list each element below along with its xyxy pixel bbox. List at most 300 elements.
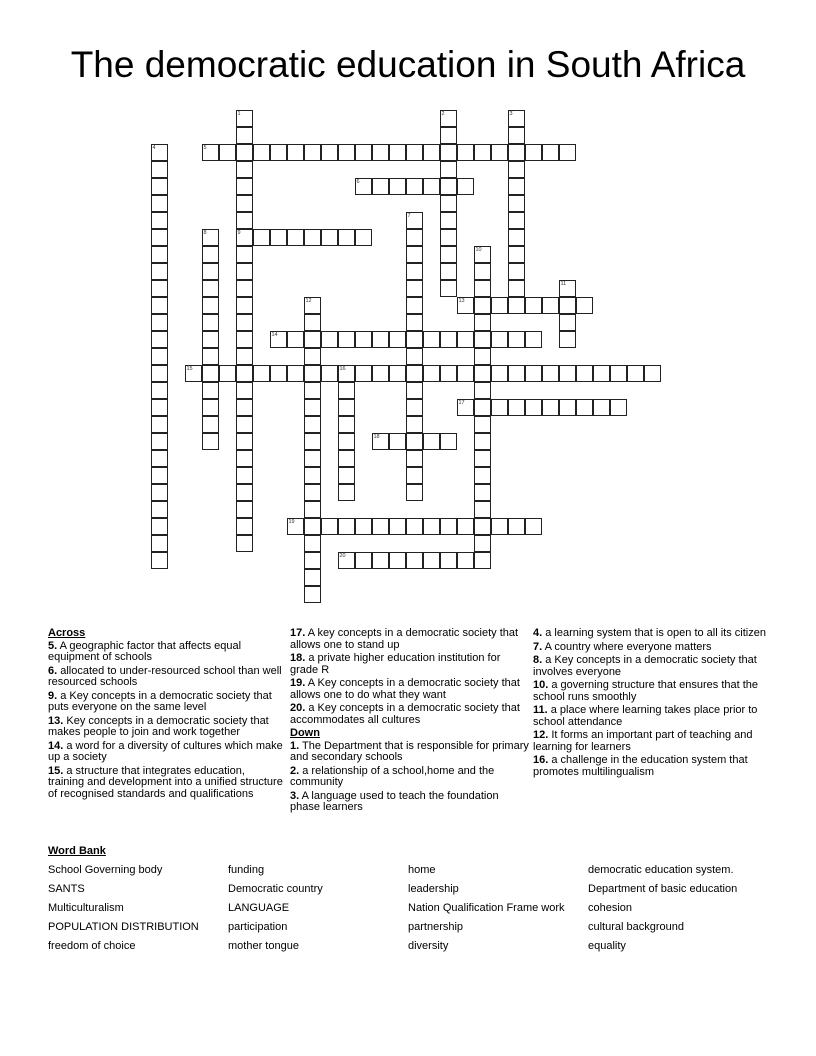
grid-cell[interactable]	[355, 229, 372, 246]
clues-column-1	[48, 628, 284, 802]
grid-cell[interactable]	[151, 314, 168, 331]
grid-cell[interactable]	[236, 127, 253, 144]
grid-cell[interactable]	[151, 484, 168, 501]
clue-across-20: 20. a Key concepts in a democratic society that accommodates all cultures	[290, 702, 520, 726]
grid-cell[interactable]	[508, 365, 525, 382]
grid-cell[interactable]	[423, 365, 440, 382]
grid-cell[interactable]	[338, 552, 355, 569]
clue-across-18: 18. a private higher education institution for grade R	[290, 652, 501, 676]
clue-down-11: 11. a place where learning takes place prior to school attendance	[533, 704, 758, 728]
grid-cell[interactable]	[372, 518, 389, 535]
grid-cell[interactable]	[236, 263, 253, 280]
grid-cell[interactable]	[440, 263, 457, 280]
grid-cell[interactable]	[202, 297, 219, 314]
grid-cell[interactable]	[151, 535, 168, 552]
grid-cell[interactable]	[151, 144, 168, 161]
grid-cell[interactable]	[202, 280, 219, 297]
grid-cell[interactable]	[440, 246, 457, 263]
grid-cell[interactable]	[151, 280, 168, 297]
grid-cell[interactable]	[440, 518, 457, 535]
grid-cell[interactable]	[474, 484, 491, 501]
grid-cell[interactable]	[338, 484, 355, 501]
grid-cell[interactable]	[406, 212, 423, 229]
grid-cell[interactable]	[151, 195, 168, 212]
grid-cell[interactable]	[406, 297, 423, 314]
grid-cell[interactable]	[525, 518, 542, 535]
grid-cell[interactable]	[236, 331, 253, 348]
grid-cell[interactable]	[559, 314, 576, 331]
grid-cell[interactable]	[355, 365, 372, 382]
grid-cell[interactable]	[372, 331, 389, 348]
word-bank-item: School Governing body	[48, 864, 163, 876]
grid-cell[interactable]	[406, 416, 423, 433]
grid-cell[interactable]	[440, 212, 457, 229]
grid-cell[interactable]	[406, 331, 423, 348]
grid-cell[interactable]	[372, 552, 389, 569]
grid-cell[interactable]	[576, 365, 593, 382]
word-bank-item: home	[408, 864, 436, 876]
grid-cell[interactable]	[593, 399, 610, 416]
grid-cell[interactable]	[406, 450, 423, 467]
grid-cell[interactable]	[559, 331, 576, 348]
grid-cell[interactable]	[236, 382, 253, 399]
grid-cell[interactable]	[508, 263, 525, 280]
grid-cell[interactable]	[440, 552, 457, 569]
grid-cell[interactable]	[457, 297, 474, 314]
grid-cell[interactable]	[236, 195, 253, 212]
grid-cell[interactable]	[151, 382, 168, 399]
clue-down-16: 16. a challenge in the education system that promotes multilingualism	[533, 754, 748, 778]
grid-cell[interactable]	[338, 416, 355, 433]
grid-cell[interactable]	[491, 297, 508, 314]
grid-cell[interactable]	[474, 501, 491, 518]
grid-cell[interactable]	[389, 178, 406, 195]
grid-cell[interactable]	[406, 263, 423, 280]
grid-cell[interactable]	[304, 450, 321, 467]
grid-cell[interactable]	[440, 365, 457, 382]
grid-cell[interactable]	[338, 433, 355, 450]
grid-cell[interactable]	[236, 297, 253, 314]
grid-cell[interactable]	[151, 416, 168, 433]
grid-cell[interactable]	[338, 331, 355, 348]
grid-cell[interactable]	[372, 433, 389, 450]
grid-cell[interactable]	[287, 518, 304, 535]
grid-cell[interactable]	[559, 297, 576, 314]
grid-cell[interactable]	[406, 178, 423, 195]
clue-number: 15	[186, 365, 193, 372]
grid-cell[interactable]	[151, 399, 168, 416]
grid-cell[interactable]	[474, 399, 491, 416]
grid-cell[interactable]	[457, 331, 474, 348]
grid-cell[interactable]	[508, 331, 525, 348]
grid-cell[interactable]	[457, 144, 474, 161]
grid-cell[interactable]	[627, 365, 644, 382]
clues-column-2	[290, 628, 530, 816]
grid-cell[interactable]	[270, 331, 287, 348]
grid-cell[interactable]	[355, 331, 372, 348]
grid-cell[interactable]	[389, 331, 406, 348]
grid-cell[interactable]	[202, 331, 219, 348]
grid-cell[interactable]	[508, 229, 525, 246]
grid-cell[interactable]	[457, 552, 474, 569]
clue-number: 19	[288, 518, 295, 525]
grid-cell[interactable]	[440, 161, 457, 178]
grid-cell[interactable]	[236, 365, 253, 382]
grid-cell[interactable]	[542, 144, 559, 161]
grid-cell[interactable]	[185, 365, 202, 382]
clue-across-17: 17. A key concepts in a democratic society that allows one to stand up	[290, 627, 519, 651]
grid-cell[interactable]	[270, 144, 287, 161]
grid-cell[interactable]	[406, 314, 423, 331]
page-title: The democratic education in South Africa	[70, 44, 746, 85]
grid-cell[interactable]	[491, 144, 508, 161]
grid-cell[interactable]	[491, 399, 508, 416]
grid-cell[interactable]	[508, 297, 525, 314]
grid-cell[interactable]	[389, 433, 406, 450]
grid-cell[interactable]	[406, 280, 423, 297]
grid-cell[interactable]	[304, 229, 321, 246]
grid-cell[interactable]	[151, 263, 168, 280]
grid-cell[interactable]	[236, 161, 253, 178]
grid-cell[interactable]	[304, 399, 321, 416]
grid-cell[interactable]	[508, 399, 525, 416]
grid-cell[interactable]	[338, 144, 355, 161]
grid-cell[interactable]	[610, 399, 627, 416]
grid-cell[interactable]	[287, 331, 304, 348]
grid-cell[interactable]	[423, 552, 440, 569]
grid-cell[interactable]	[423, 178, 440, 195]
clue-down-8: 8. a Key concepts in a democratic society that involves everyone	[533, 654, 757, 678]
grid-cell[interactable]	[491, 331, 508, 348]
grid-cell[interactable]	[440, 280, 457, 297]
grid-cell[interactable]	[253, 144, 270, 161]
grid-cell[interactable]	[236, 484, 253, 501]
grid-cell[interactable]	[321, 518, 338, 535]
word-bank-item: LANGUAGE	[228, 902, 290, 914]
grid-cell[interactable]	[202, 144, 219, 161]
grid-cell[interactable]	[440, 144, 457, 161]
word-bank-item: Department of basic education	[588, 883, 738, 895]
grid-cell[interactable]	[270, 229, 287, 246]
grid-cell[interactable]	[508, 110, 525, 127]
grid-cell[interactable]	[474, 433, 491, 450]
grid-cell[interactable]	[525, 365, 542, 382]
grid-cell[interactable]	[219, 144, 236, 161]
grid-cell[interactable]	[304, 144, 321, 161]
grid-cell[interactable]	[236, 416, 253, 433]
grid-cell[interactable]	[236, 229, 253, 246]
word-bank-item: equality	[588, 940, 626, 952]
grid-cell[interactable]	[457, 178, 474, 195]
grid-cell[interactable]	[202, 399, 219, 416]
grid-cell[interactable]	[236, 399, 253, 416]
grid-cell[interactable]	[406, 348, 423, 365]
grid-cell[interactable]	[304, 484, 321, 501]
grid-cell[interactable]	[355, 518, 372, 535]
grid-cell[interactable]	[304, 297, 321, 314]
grid-cell[interactable]	[491, 365, 508, 382]
grid-cell[interactable]	[474, 144, 491, 161]
grid-cell[interactable]	[202, 382, 219, 399]
grid-cell[interactable]	[406, 433, 423, 450]
grid-cell[interactable]	[474, 314, 491, 331]
grid-cell[interactable]	[304, 535, 321, 552]
grid-cell[interactable]	[559, 365, 576, 382]
word-bank-item: funding	[228, 864, 265, 876]
grid-cell[interactable]	[559, 144, 576, 161]
grid-cell[interactable]	[304, 348, 321, 365]
clue-number: 5	[203, 144, 207, 151]
grid-cell[interactable]	[457, 518, 474, 535]
grid-cell[interactable]	[202, 416, 219, 433]
grid-cell[interactable]	[338, 382, 355, 399]
word-bank-item: cultural background	[588, 921, 685, 933]
word-bank-item: Nation Qualification Frame work	[408, 902, 565, 914]
grid-cell[interactable]	[406, 246, 423, 263]
grid-cell[interactable]	[151, 365, 168, 382]
word-bank-item: partnership	[408, 921, 464, 933]
clue-down-2: 2. a relationship of a school,home and the community	[290, 764, 495, 788]
grid-cell[interactable]	[440, 433, 457, 450]
grid-cell[interactable]	[304, 552, 321, 569]
grid-cell[interactable]	[474, 246, 491, 263]
clue-down-7: 7. A country where everyone matters	[533, 640, 712, 653]
grid-cell[interactable]	[474, 280, 491, 297]
clue-across-5: 5. A geographic factor that affects equal equipment of schools	[48, 639, 242, 663]
clue-number: 13	[458, 297, 465, 304]
grid-cell[interactable]	[372, 365, 389, 382]
grid-cell[interactable]	[236, 348, 253, 365]
grid-cell[interactable]	[440, 331, 457, 348]
grid-cell[interactable]	[151, 552, 168, 569]
grid-cell[interactable]	[151, 518, 168, 535]
grid-cell[interactable]	[440, 229, 457, 246]
grid-cell[interactable]	[440, 110, 457, 127]
grid-cell[interactable]	[236, 535, 253, 552]
grid-cell[interactable]	[474, 382, 491, 399]
grid-cell[interactable]	[559, 280, 576, 297]
grid-cell[interactable]	[202, 229, 219, 246]
grid-cell[interactable]	[338, 467, 355, 484]
grid-cell[interactable]	[508, 178, 525, 195]
grid-cell[interactable]	[236, 450, 253, 467]
grid-cell[interactable]	[202, 314, 219, 331]
grid-cell[interactable]	[474, 348, 491, 365]
grid-cell[interactable]	[559, 399, 576, 416]
grid-cell[interactable]	[321, 365, 338, 382]
clue-number: 11	[560, 280, 567, 287]
grid-cell[interactable]	[304, 331, 321, 348]
grid-cell[interactable]	[338, 229, 355, 246]
grid-cell[interactable]	[304, 314, 321, 331]
grid-cell[interactable]	[151, 178, 168, 195]
grid-cell[interactable]	[270, 365, 287, 382]
grid-cell[interactable]	[151, 433, 168, 450]
grid-cell[interactable]	[593, 365, 610, 382]
grid-cell[interactable]	[151, 331, 168, 348]
grid-cell[interactable]	[542, 399, 559, 416]
grid-cell[interactable]	[151, 246, 168, 263]
grid-cell[interactable]	[474, 263, 491, 280]
grid-cell[interactable]	[253, 229, 270, 246]
grid-cell[interactable]	[406, 484, 423, 501]
grid-cell[interactable]	[338, 450, 355, 467]
grid-cell[interactable]	[355, 144, 372, 161]
grid-cell[interactable]	[389, 144, 406, 161]
grid-cell[interactable]	[236, 433, 253, 450]
grid-cell[interactable]	[304, 467, 321, 484]
grid-cell[interactable]	[525, 331, 542, 348]
grid-cell[interactable]	[610, 365, 627, 382]
grid-cell[interactable]	[474, 518, 491, 535]
grid-cell[interactable]	[236, 110, 253, 127]
grid-cell[interactable]	[236, 518, 253, 535]
grid-cell[interactable]	[525, 399, 542, 416]
grid-cell[interactable]	[338, 518, 355, 535]
grid-cell[interactable]	[287, 229, 304, 246]
grid-cell[interactable]	[355, 552, 372, 569]
grid-cell[interactable]	[202, 433, 219, 450]
grid-cell[interactable]	[202, 365, 219, 382]
grid-cell[interactable]	[406, 229, 423, 246]
grid-cell[interactable]	[423, 331, 440, 348]
grid-cell[interactable]	[236, 144, 253, 161]
grid-cell[interactable]	[253, 365, 270, 382]
grid-cell[interactable]	[508, 144, 525, 161]
grid-cell[interactable]	[151, 467, 168, 484]
grid-cell[interactable]	[287, 365, 304, 382]
grid-cell[interactable]	[321, 144, 338, 161]
grid-cell[interactable]	[406, 399, 423, 416]
grid-cell[interactable]	[202, 263, 219, 280]
clue-number: 3	[509, 110, 513, 117]
clue-number: 20	[339, 552, 346, 559]
clue-number: 9	[237, 229, 241, 236]
grid-cell[interactable]	[406, 467, 423, 484]
grid-cell[interactable]	[151, 501, 168, 518]
grid-cell[interactable]	[389, 518, 406, 535]
grid-cell[interactable]	[508, 127, 525, 144]
grid-cell[interactable]	[474, 535, 491, 552]
grid-cell[interactable]	[236, 212, 253, 229]
grid-cell[interactable]	[440, 178, 457, 195]
grid-cell[interactable]	[508, 246, 525, 263]
clue-number: 2	[441, 110, 445, 117]
grid-cell[interactable]	[542, 365, 559, 382]
grid-cell[interactable]	[338, 365, 355, 382]
grid-cell[interactable]	[236, 467, 253, 484]
word-bank-item: democratic education system.	[588, 864, 734, 876]
grid-cell[interactable]	[576, 399, 593, 416]
grid-cell[interactable]	[151, 212, 168, 229]
grid-cell[interactable]	[406, 552, 423, 569]
grid-cell[interactable]	[576, 297, 593, 314]
grid-cell[interactable]	[525, 297, 542, 314]
grid-cell[interactable]	[236, 501, 253, 518]
word-bank-item: mother tongue	[228, 940, 299, 952]
grid-cell[interactable]	[644, 365, 661, 382]
grid-cell[interactable]	[236, 246, 253, 263]
grid-cell[interactable]	[321, 229, 338, 246]
grid-cell[interactable]	[202, 246, 219, 263]
grid-cell[interactable]	[406, 365, 423, 382]
grid-cell[interactable]	[474, 331, 491, 348]
grid-cell[interactable]	[304, 433, 321, 450]
clue-across-15: 15. a structure that integrates education, training and development into a unified structure of recognised standards and qualifications	[48, 764, 283, 800]
grid-cell[interactable]	[202, 348, 219, 365]
word-bank-item: SANTS	[48, 883, 85, 895]
grid-cell[interactable]	[151, 297, 168, 314]
grid-cell[interactable]	[372, 178, 389, 195]
grid-cell[interactable]	[423, 144, 440, 161]
grid-cell[interactable]	[508, 195, 525, 212]
grid-cell[interactable]	[423, 518, 440, 535]
grid-cell[interactable]	[542, 297, 559, 314]
grid-cell[interactable]	[508, 280, 525, 297]
grid-cell[interactable]	[474, 365, 491, 382]
grid-cell[interactable]	[406, 518, 423, 535]
grid-cell[interactable]	[304, 518, 321, 535]
grid-cell[interactable]	[406, 382, 423, 399]
grid-cell[interactable]	[151, 450, 168, 467]
grid-cell[interactable]	[474, 450, 491, 467]
word-bank-header: Word Bank	[48, 845, 106, 857]
grid-cell[interactable]	[474, 416, 491, 433]
clue-number: 12	[305, 297, 312, 304]
grid-cell[interactable]	[406, 144, 423, 161]
grid-cell[interactable]	[474, 552, 491, 569]
grid-cell[interactable]	[423, 433, 440, 450]
grid-cell[interactable]	[389, 365, 406, 382]
grid-cell[interactable]	[457, 399, 474, 416]
grid-cell[interactable]	[457, 365, 474, 382]
grid-cell[interactable]	[304, 586, 321, 603]
grid-cell[interactable]	[304, 382, 321, 399]
grid-cell[interactable]	[304, 365, 321, 382]
grid-cell[interactable]	[151, 229, 168, 246]
grid-cell[interactable]	[372, 144, 389, 161]
grid-cell[interactable]	[491, 518, 508, 535]
grid-cell[interactable]	[304, 501, 321, 518]
grid-cell[interactable]	[440, 195, 457, 212]
grid-cell[interactable]	[304, 569, 321, 586]
grid-cell[interactable]	[219, 365, 236, 382]
grid-cell[interactable]	[508, 212, 525, 229]
grid-cell[interactable]	[304, 416, 321, 433]
clue-across-6: 6. allocated to under-resourced school than well resourced schools	[48, 664, 282, 688]
grid-cell[interactable]	[525, 144, 542, 161]
grid-cell[interactable]	[321, 331, 338, 348]
grid-cell[interactable]	[389, 552, 406, 569]
grid-cell[interactable]	[236, 178, 253, 195]
grid-cell[interactable]	[474, 467, 491, 484]
grid-cell[interactable]	[508, 161, 525, 178]
grid-cell[interactable]	[355, 178, 372, 195]
grid-cell[interactable]	[151, 348, 168, 365]
clue-across-14: 14. a word for a diversity of cultures which make up a society	[48, 739, 283, 763]
clue-down-3: 3. A language used to teach the foundation phase learners	[290, 789, 499, 813]
grid-cell[interactable]	[474, 297, 491, 314]
grid-cell[interactable]	[236, 314, 253, 331]
grid-cell[interactable]	[236, 280, 253, 297]
grid-cell[interactable]	[508, 518, 525, 535]
clue-number: 1	[237, 110, 241, 117]
grid-cell[interactable]	[151, 161, 168, 178]
word-bank-item: leadership	[408, 883, 459, 895]
grid-cell[interactable]	[287, 144, 304, 161]
grid-cell[interactable]	[440, 127, 457, 144]
grid-cell[interactable]	[338, 399, 355, 416]
